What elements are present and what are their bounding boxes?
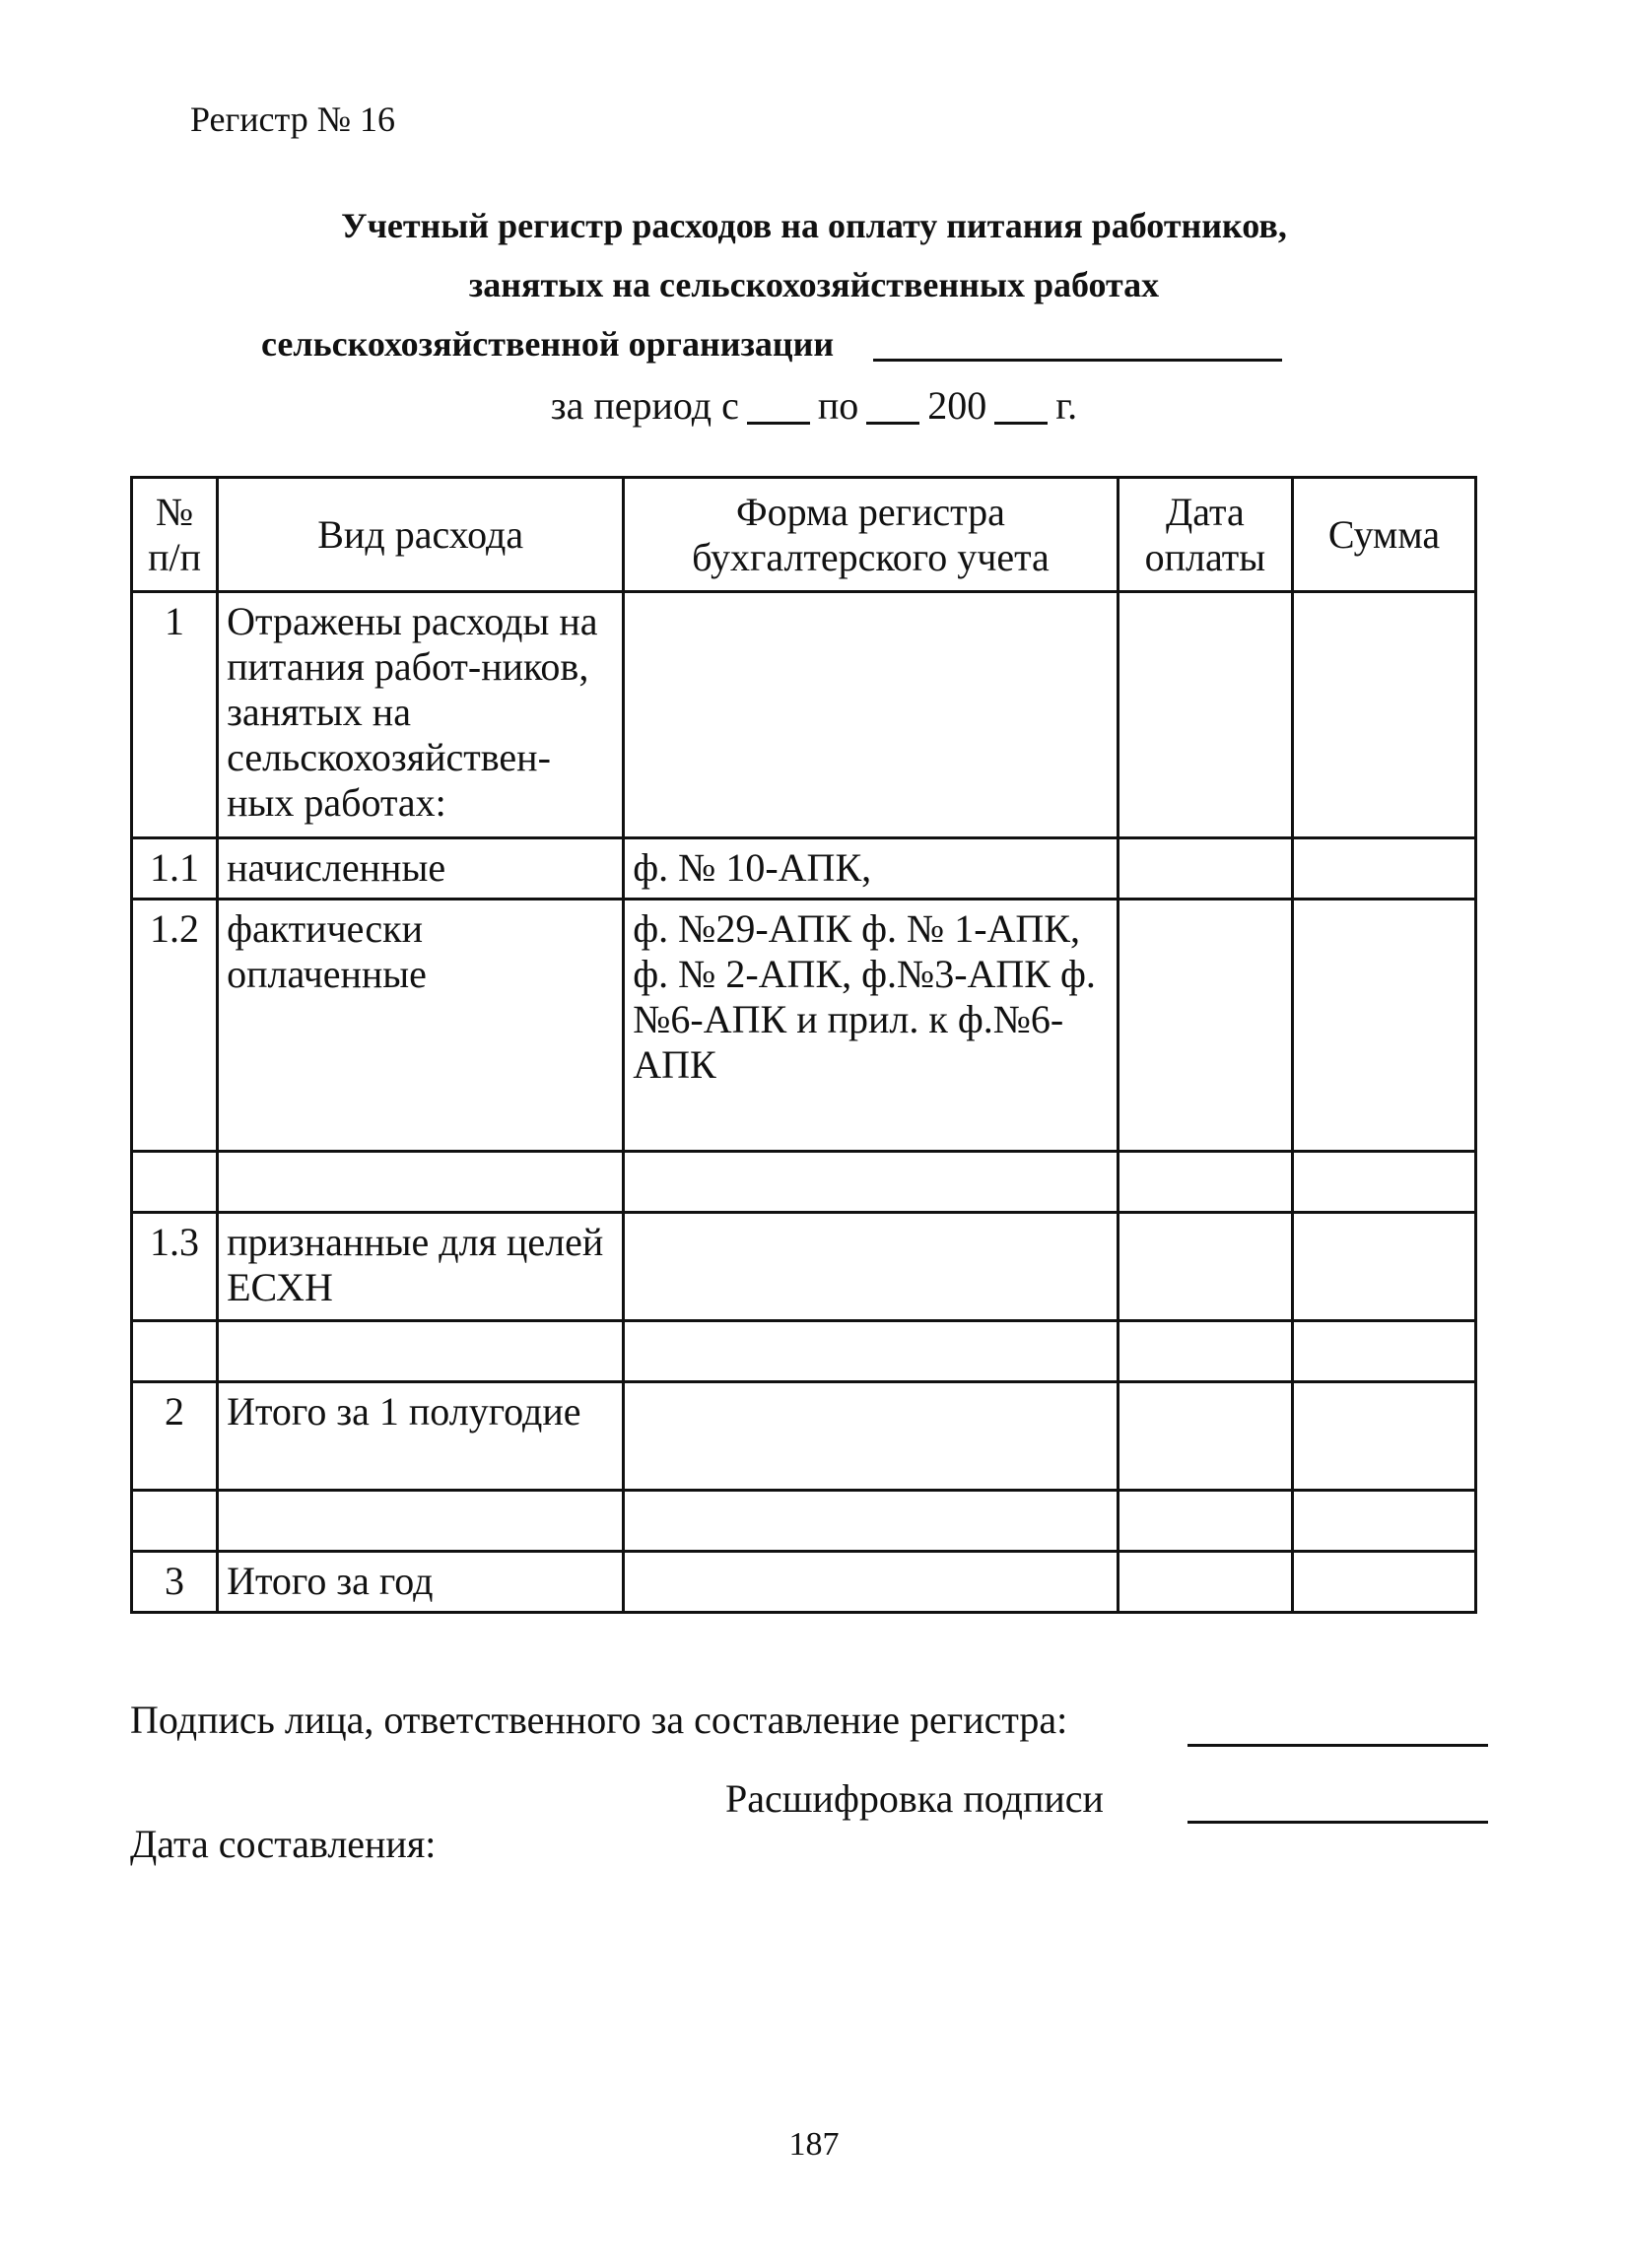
row-form <box>624 1491 1118 1552</box>
date-label: Дата составления: <box>130 1822 437 1866</box>
row-form <box>624 1552 1118 1613</box>
period-to-label: по <box>817 383 859 428</box>
register-number: Регистр № 16 <box>190 100 396 139</box>
table-row <box>132 1152 1476 1213</box>
row-kind <box>218 1152 624 1213</box>
title-line-2: занятых на сельскохозяйственных работах <box>468 265 1160 304</box>
row-num: 3 <box>132 1552 218 1613</box>
decoding-blank <box>1187 1819 1488 1824</box>
period-year-blank <box>994 390 1048 425</box>
table-header-row <box>132 478 1476 592</box>
row-date <box>1118 1491 1292 1552</box>
table-row <box>132 1552 1476 1613</box>
row-date <box>1118 592 1292 838</box>
row-date <box>1118 1213 1292 1321</box>
period-to-blank <box>866 390 919 425</box>
row-kind: начисленные <box>218 838 624 900</box>
row-kind: Отражены расходы на питания работ-ников, занятых на сельскохозяйствен-ных работах: <box>218 592 624 838</box>
row-kind: Итого за год <box>218 1552 624 1613</box>
title-line-1: Учетный регистр расходов на оплату питания работников, <box>341 206 1287 245</box>
table-row <box>132 1491 1476 1552</box>
row-num <box>132 1321 218 1382</box>
table-row <box>132 900 1476 1152</box>
row-form <box>624 592 1118 838</box>
row-sum <box>1293 1213 1476 1321</box>
row-date <box>1118 838 1292 900</box>
row-kind: Итого за 1 полугодие <box>218 1382 624 1491</box>
row-sum <box>1293 838 1476 900</box>
table-row <box>132 1382 1476 1491</box>
row-sum <box>1293 1321 1476 1382</box>
organization-label: сельскохозяйственной организации <box>261 324 835 364</box>
row-form: ф. №29-АПК ф. № 1-АПК, ф. № 2-АПК, ф.№3-АПК ф. №6-АПК и прил. к ф.№6-АПК <box>624 900 1118 1152</box>
row-form: ф. № 10-АПК, <box>624 838 1118 900</box>
row-date <box>1118 1152 1292 1213</box>
register-table <box>130 476 1477 1614</box>
row-form <box>624 1213 1118 1321</box>
period-prefix: за период с <box>550 383 739 428</box>
row-num <box>132 1152 218 1213</box>
row-num: 2 <box>132 1382 218 1491</box>
period-suffix: г. <box>1055 383 1078 428</box>
row-date <box>1118 1382 1292 1491</box>
row-sum <box>1293 1382 1476 1491</box>
row-date <box>1118 900 1292 1152</box>
period-year: 200 <box>927 383 987 428</box>
header-kind: Вид расхода <box>218 478 624 592</box>
decoding-label: Расшифровка подписи <box>725 1776 1104 1821</box>
title-line-3 <box>261 323 1282 365</box>
row-kind: признанные для целей ЕСХН <box>218 1213 624 1321</box>
period-line <box>0 382 1628 429</box>
table-row <box>132 1213 1476 1321</box>
row-num: 1.2 <box>132 900 218 1152</box>
row-sum <box>1293 1552 1476 1613</box>
period-from-blank <box>747 390 810 425</box>
row-kind: фактически оплаченные <box>218 900 624 1152</box>
table-row <box>132 838 1476 900</box>
row-num <box>132 1491 218 1552</box>
header-sum: Сумма <box>1293 478 1476 592</box>
row-num: 1.3 <box>132 1213 218 1321</box>
header-form: Форма регистра бухгалтерского учета <box>624 478 1118 592</box>
signature-label: Подпись лица, ответственного за составление регистра: <box>130 1698 1068 1742</box>
row-kind <box>218 1491 624 1552</box>
page-number: 187 <box>788 2126 840 2163</box>
row-sum <box>1293 1491 1476 1552</box>
row-sum <box>1293 592 1476 838</box>
row-sum <box>1293 1152 1476 1213</box>
row-date <box>1118 1321 1292 1382</box>
row-form <box>624 1152 1118 1213</box>
row-sum <box>1293 900 1476 1152</box>
header-num: № п/п <box>132 478 218 592</box>
table-row <box>132 1321 1476 1382</box>
row-kind <box>218 1321 624 1382</box>
table-row <box>132 592 1476 838</box>
organization-name-blank <box>873 329 1282 362</box>
header-date: Дата оплаты <box>1118 478 1292 592</box>
row-num: 1 <box>132 592 218 838</box>
row-form <box>624 1382 1118 1491</box>
signature-blank <box>1187 1742 1488 1747</box>
row-num: 1.1 <box>132 838 218 900</box>
row-form <box>624 1321 1118 1382</box>
row-date <box>1118 1552 1292 1613</box>
